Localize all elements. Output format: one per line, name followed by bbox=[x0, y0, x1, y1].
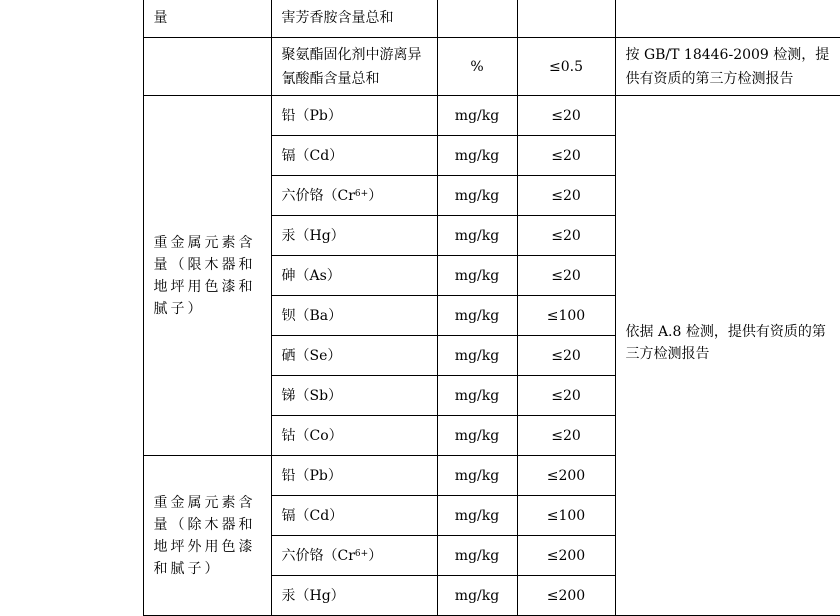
category-cell: 重金属元素含量（除木器和地坪外用色漆和腻子） bbox=[143, 456, 271, 616]
limit-cell: ≤200 bbox=[517, 456, 615, 496]
item-cell: 镉（Cd） bbox=[271, 136, 437, 176]
limit-cell: ≤20 bbox=[517, 376, 615, 416]
unit-cell: mg/kg bbox=[437, 296, 517, 336]
superscript: 6+ bbox=[354, 548, 369, 559]
limit-cell: ≤20 bbox=[517, 216, 615, 256]
item-cell: 钴（Co） bbox=[271, 416, 437, 456]
item-cell: 锑（Sb） bbox=[271, 376, 437, 416]
unit-cell bbox=[437, 0, 517, 38]
item-cell: 钡（Ba） bbox=[271, 296, 437, 336]
item-cell bbox=[271, 176, 437, 216]
limit-cell: ≤20 bbox=[517, 256, 615, 296]
unit-cell: mg/kg bbox=[437, 416, 517, 456]
item-cell: 聚氨酯固化剂中游离异氰酸酯含量总和 bbox=[271, 38, 437, 96]
limit-cell: ≤100 bbox=[517, 296, 615, 336]
item-cell: 铅（Pb） bbox=[271, 456, 437, 496]
limit-cell: ≤20 bbox=[517, 96, 615, 136]
unit-cell: mg/kg bbox=[437, 176, 517, 216]
item-cell bbox=[271, 536, 437, 576]
category-cell: 重金属元素含量（限木器和地坪用色漆和腻子） bbox=[143, 96, 271, 456]
item-cell: 镉（Cd） bbox=[271, 496, 437, 536]
blank-column bbox=[0, 0, 143, 616]
limit-cell: ≤20 bbox=[517, 336, 615, 376]
item-cell: 硒（Se） bbox=[271, 336, 437, 376]
limit-cell: ≤20 bbox=[517, 416, 615, 456]
unit-cell: % bbox=[437, 38, 517, 96]
item-cell: 汞（Hg） bbox=[271, 216, 437, 256]
unit-cell: mg/kg bbox=[437, 136, 517, 176]
method-cell: 依据 A.8 检测，提供有资质的第三方检测报告 bbox=[615, 96, 840, 616]
category-cell bbox=[143, 38, 271, 96]
superscript: 6+ bbox=[354, 188, 369, 199]
unit-cell: mg/kg bbox=[437, 536, 517, 576]
unit-cell: mg/kg bbox=[437, 216, 517, 256]
unit-cell: mg/kg bbox=[437, 456, 517, 496]
method-cell bbox=[615, 0, 840, 38]
item-name-end: ） bbox=[368, 187, 383, 204]
limit-cell: ≤20 bbox=[517, 136, 615, 176]
item-cell: 铅（Pb） bbox=[271, 96, 437, 136]
unit-cell: mg/kg bbox=[437, 576, 517, 616]
item-cell: 砷（As） bbox=[271, 256, 437, 296]
limit-cell: ≤0.5 bbox=[517, 38, 615, 96]
limit-cell: ≤200 bbox=[517, 576, 615, 616]
item-name: 六价铬（Cr bbox=[281, 547, 355, 564]
unit-cell: mg/kg bbox=[437, 336, 517, 376]
limit-cell: ≤20 bbox=[517, 176, 615, 216]
limit-cell: ≤100 bbox=[517, 496, 615, 536]
table-row bbox=[0, 0, 840, 38]
limit-cell: ≤200 bbox=[517, 536, 615, 576]
item-cell: 害芳香胺含量总和 bbox=[271, 0, 437, 38]
unit-cell: mg/kg bbox=[437, 256, 517, 296]
unit-cell: mg/kg bbox=[437, 496, 517, 536]
unit-cell: mg/kg bbox=[437, 376, 517, 416]
item-name: 六价铬（Cr bbox=[281, 187, 355, 204]
limit-cell bbox=[517, 0, 615, 38]
item-name-end: ） bbox=[368, 547, 383, 564]
unit-cell: mg/kg bbox=[437, 96, 517, 136]
item-cell: 汞（Hg） bbox=[271, 576, 437, 616]
category-cell: 量 bbox=[143, 0, 271, 38]
method-cell: 按 GB/T 18446-2009 检测，提供有资质的第三方检测报告 bbox=[615, 38, 840, 96]
